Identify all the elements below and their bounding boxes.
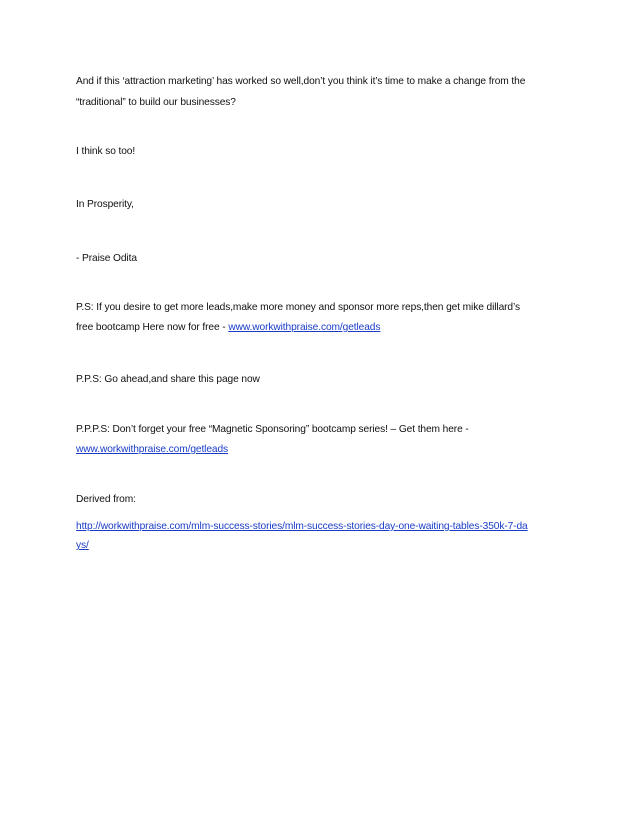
ps-text: free bootcamp Here now for free - <box>76 322 229 333</box>
ps-line <box>76 321 380 335</box>
getleads-link-2[interactable]: www.workwithpraise.com/getleads <box>76 444 229 455</box>
source-link-line <box>76 539 89 553</box>
source-link-continued[interactable]: ys/ <box>76 540 89 551</box>
ppps-line: P.P.P.S: Don’t forget your free “Magnetic Sponsoring” bootcamp series! – Get them here - <box>76 424 469 435</box>
source-link[interactable]: http://workwithpraise.com/mlm-success-stories/mlm-success-stories-day-one-waiting-tables-350k-7-da <box>76 521 528 532</box>
paragraph-line: In Prosperity, <box>76 199 134 210</box>
paragraph-line: I think so too! <box>76 146 136 157</box>
ps-line: P.S: If you desire to get more leads,make more money and sponsor more reps,then get mike dillard’s <box>76 302 520 313</box>
ppps-line <box>76 443 228 457</box>
signature-line: - Praise Odita <box>76 253 137 264</box>
paragraph-line: And if this ‘attraction marketing’ has worked so well,don’t you think it’s time to make a change from the <box>76 76 526 87</box>
paragraph-line: “traditional” to build our businesses? <box>76 97 236 108</box>
source-link-line <box>76 520 528 534</box>
derived-from-label: Derived from: <box>76 494 136 505</box>
getleads-link[interactable]: www.workwithpraise.com/getleads <box>228 322 381 333</box>
pps-line: P.P.S: Go ahead,and share this page now <box>76 374 260 385</box>
